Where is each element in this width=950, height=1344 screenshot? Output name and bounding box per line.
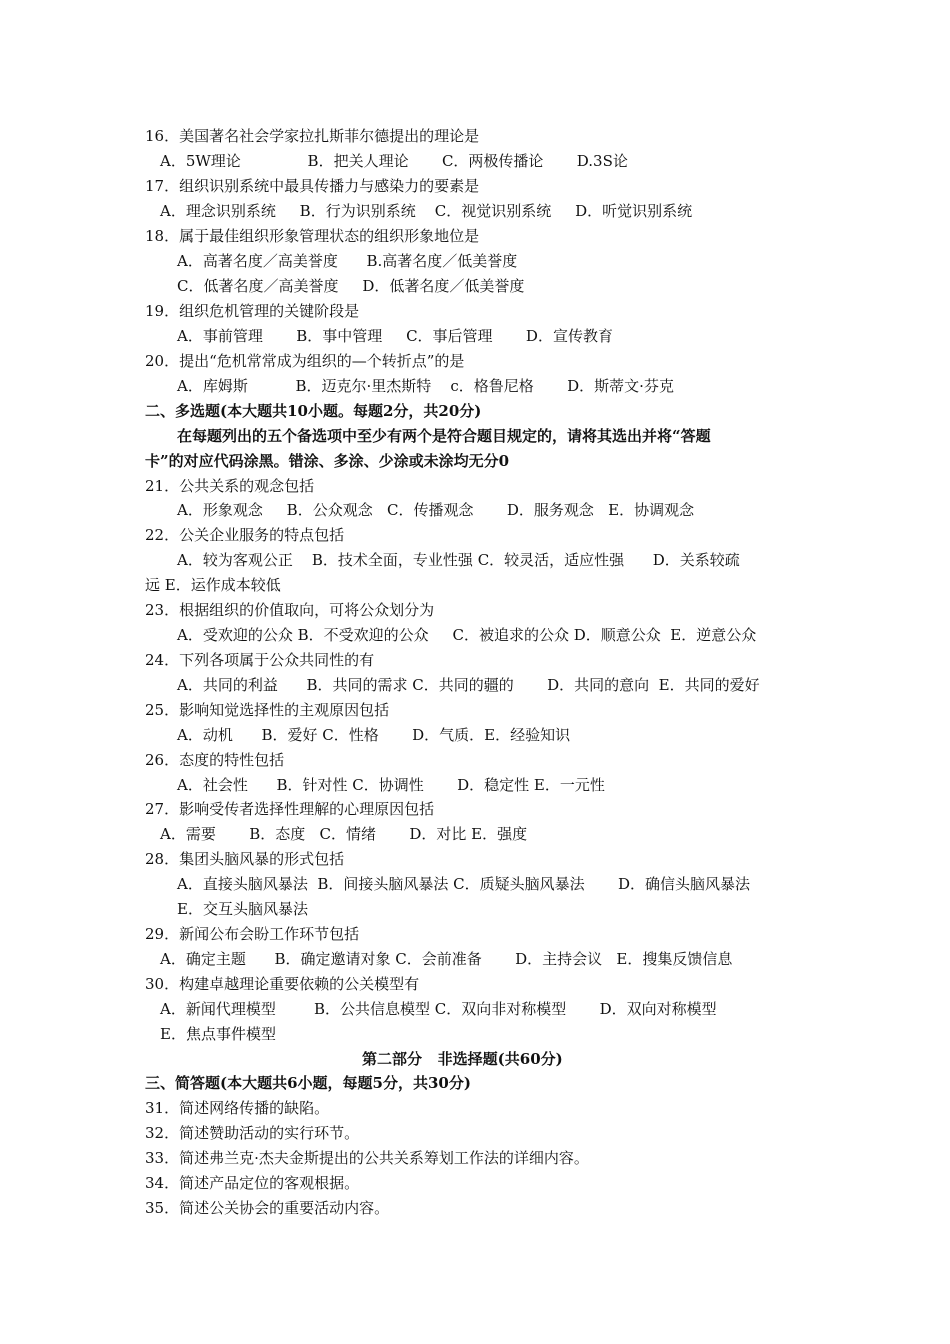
question-35: 35．简述公关协会的重要活动内容。 (145, 1199, 390, 1217)
options-28-row2: E．交互头脑风暴法 (177, 900, 308, 918)
options-18-row1: A．高著名度／高美誉度 B.高著名度／低美誉度 (177, 252, 518, 270)
question-22: 22．公关企业服务的特点包括 (145, 526, 345, 544)
section-heading-multiple-choice: 二、多选题(本大题共10小题。每题2分，共20分) (145, 402, 482, 420)
question-21: 21．公共关系的观念包括 (145, 477, 315, 495)
options-24: A．共同的利益 B．共同的需求 C．共同的疆的 D．共同的意向 E．共同的爱好 (177, 676, 760, 694)
question-16: 16．美国著名社会学家拉扎斯菲尔德提出的理论是 (145, 127, 480, 145)
question-20: 20．提出“危机常常成为组织的—个转折点”的是 (145, 352, 465, 370)
section-heading-short-answer: 三、简答题(本大题共6小题，每题5分，共30分) (145, 1074, 471, 1092)
section-instructions-line1: 在每题列出的五个备选项中至少有两个是符合题目规定的，请将其选出并将“答题 (177, 427, 711, 445)
options-26: A．社会性 B．针对性 C．协调性 D．稳定性 E．一元性 (177, 776, 605, 794)
question-26: 26．态度的特性包括 (145, 751, 285, 769)
question-31: 31．简述网络传播的缺陷。 (145, 1099, 330, 1117)
question-29: 29．新闻公布会盼工作环节包括 (145, 925, 360, 943)
options-22-row1: A．较为客观公正 B．技术全面，专业性强 C．较灵活，适应性强 D．关系较疏 (177, 551, 740, 569)
question-18: 18．属于最佳组织形象管理状态的组织形象地位是 (145, 227, 480, 245)
options-16: A．5W理论 B．把关人理论 C．两极传播论 D.3S论 (160, 152, 628, 170)
options-29: A．确定主题 B．确定邀请对象 C．会前准备 D．主持会议 E．搜集反馈信息 (160, 950, 733, 968)
question-25: 25．影响知觉选择性的主观原因包括 (145, 701, 390, 719)
question-32: 32．简述赞助活动的实行环节。 (145, 1124, 360, 1142)
question-24: 24．下列各项属于公众共同性的有 (145, 651, 375, 669)
section-instructions-line2: 卡”的对应代码涂黑。错涂、多涂、少涂或未涂均无分0 (145, 452, 510, 470)
options-19: A．事前管理 B．事中管理 C．事后管理 D．宣传教育 (177, 327, 613, 345)
options-18-row2: C．低著名度／高美誉度 D．低著名度／低美誉度 (177, 277, 525, 295)
options-30-row1: A．新闻代理模型 B．公共信息模型 C．双向非对称模型 D．双向对称模型 (160, 1000, 717, 1018)
options-22-row2: 远 E．运作成本较低 (145, 576, 281, 594)
question-23: 23．根据组织的价值取向，可将公众划分为 (145, 601, 435, 619)
options-17: A．理念识别系统 B．行为识别系统 C．视觉识别系统 D．听觉识别系统 (160, 202, 693, 220)
question-33: 33．简述弗兰克·杰夫金斯提出的公共关系筹划工作法的详细内容。 (145, 1149, 589, 1167)
options-21: A．形象观念 B．公众观念 C．传播观念 D．服务观念 E．协调观念 (177, 501, 695, 519)
options-27: A．需要 B．态度 C．情绪 D．对比 E．强度 (160, 825, 528, 843)
part-two-heading: 第二部分 非选择题(共60分) (362, 1050, 563, 1068)
question-34: 34．简述产品定位的客观根据。 (145, 1174, 360, 1192)
options-30-row2: E．焦点事件模型 (160, 1025, 276, 1043)
question-28: 28．集团头脑风暴的形式包括 (145, 850, 345, 868)
options-25: A．动机 B．爱好 C．性格 D．气质．E．经验知识 (177, 726, 571, 744)
options-23: A．受欢迎的公众 B．不受欢迎的公众 C．被追求的公众 D．顺意公众 E．逆意公众 (177, 626, 757, 644)
question-19: 19．组织危机管理的关键阶段是 (145, 302, 360, 320)
options-20: A．库姆斯 B．迈克尔·里杰斯特 c．格鲁尼格 D．斯蒂文·芬克 (177, 377, 674, 395)
question-30: 30．构建卓越理论重要依赖的公关模型有 (145, 975, 420, 993)
question-17: 17．组织识别系统中最具传播力与感染力的要素是 (145, 177, 480, 195)
options-28-row1: A．直接头脑风暴法 B．间接头脑风暴法 C．质疑头脑风暴法 D．确信头脑风暴法 (177, 875, 751, 893)
question-27: 27．影响受传者选择性理解的心理原因包括 (145, 800, 435, 818)
